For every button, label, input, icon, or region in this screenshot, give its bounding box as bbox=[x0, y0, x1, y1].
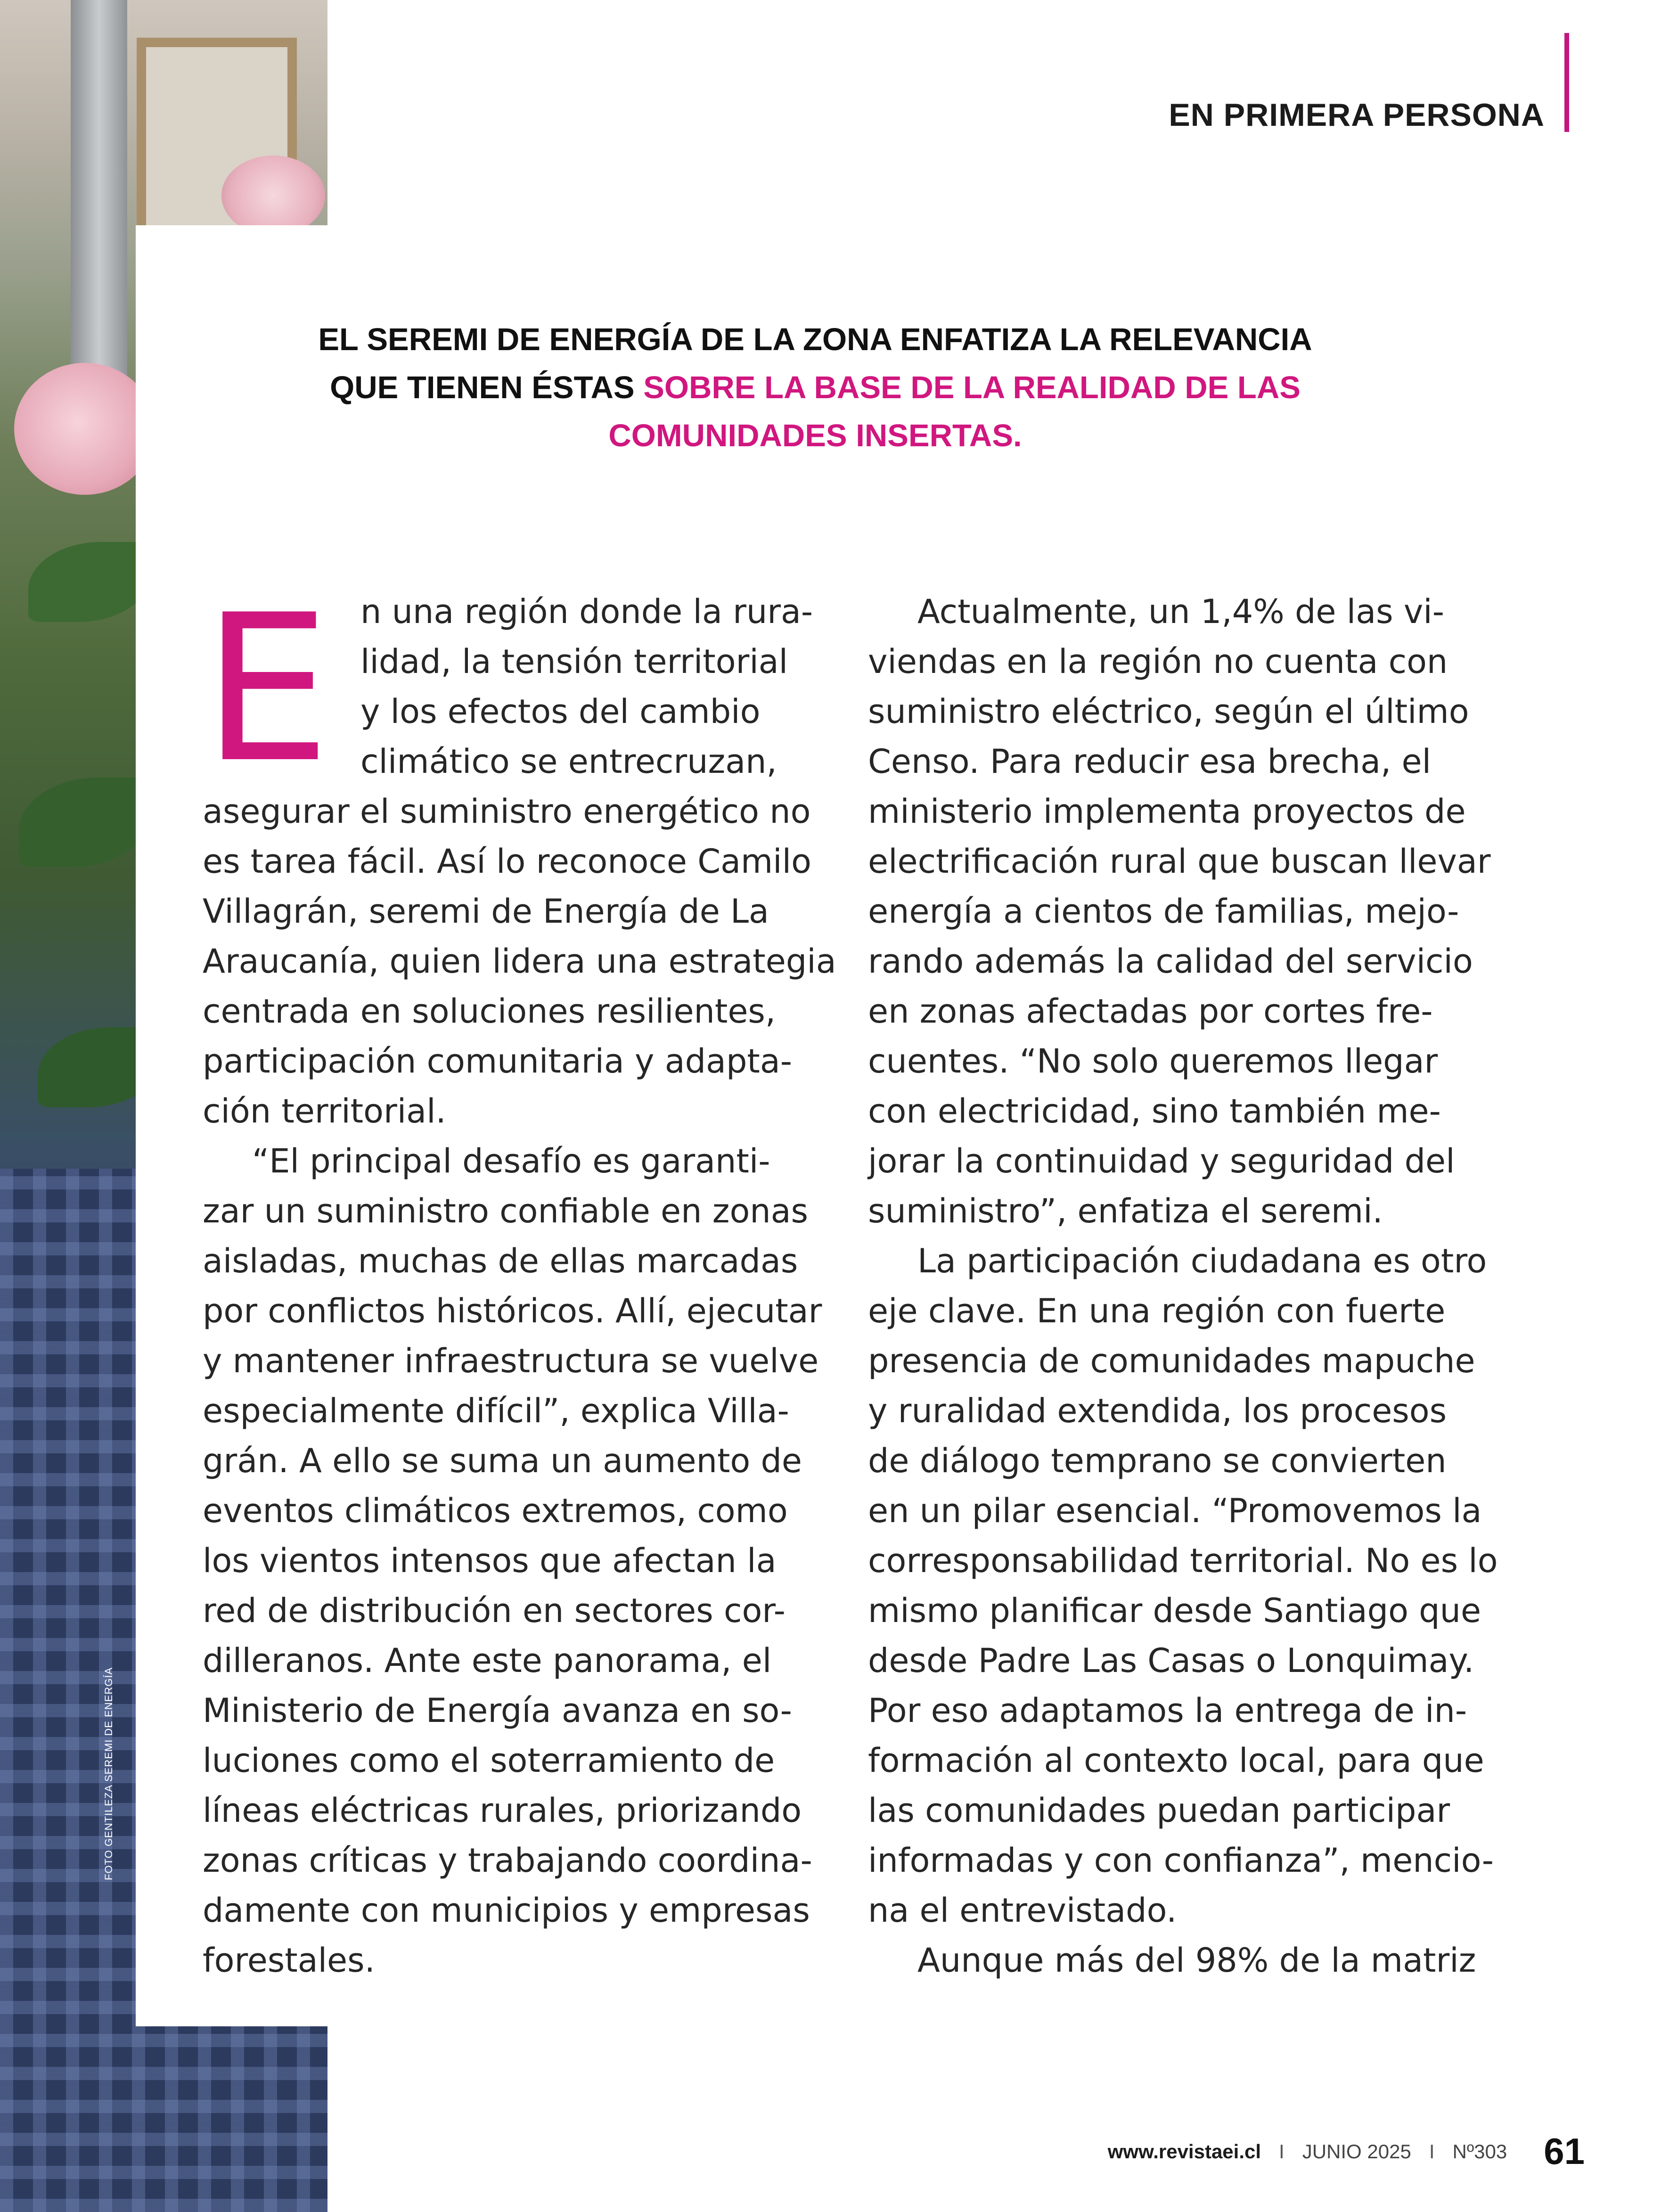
text-line: es tarea fácil. Así lo reconoce Camilo bbox=[203, 842, 811, 881]
text-line: Ministerio de Energía avanza en so- bbox=[203, 1691, 792, 1730]
text-line: “El principal desafío es garanti- bbox=[252, 1142, 770, 1180]
text-line: Aunque más del 98% de la matriz bbox=[917, 1941, 1476, 1980]
text-line: red de distribución en sectores cor- bbox=[203, 1591, 786, 1630]
page-footer bbox=[1108, 2130, 1585, 2173]
text-line: na el entrevistado. bbox=[868, 1891, 1177, 1930]
paragraph bbox=[203, 1136, 836, 1985]
text-line: ción territorial. bbox=[203, 1092, 446, 1131]
text-line: formación al contexto local, para que bbox=[868, 1741, 1484, 1780]
photo-pole bbox=[71, 0, 127, 424]
text-line: ministerio implementa proyectos de bbox=[868, 792, 1466, 831]
paragraph bbox=[868, 1236, 1498, 1935]
text-line: Por eso adaptamos la entrega de in- bbox=[868, 1691, 1467, 1730]
issue-number: Nº303 bbox=[1452, 2140, 1507, 2163]
deck-highlight: COMUNIDADES INSERTAS. bbox=[608, 418, 1022, 453]
deck-line bbox=[273, 364, 1357, 412]
text-line: Araucanía, quien lidera una estrategia bbox=[203, 942, 836, 981]
text-line: n una región donde la rura- bbox=[360, 592, 813, 631]
footer-separator: I bbox=[1279, 2140, 1285, 2163]
website-link[interactable]: www.revistaei.cl bbox=[1107, 2140, 1261, 2163]
photo-leaf bbox=[19, 778, 151, 867]
paragraph bbox=[868, 1935, 1498, 1985]
text-line: climático se entrecruzan, bbox=[360, 742, 777, 781]
footer-separator: I bbox=[1429, 2140, 1435, 2163]
text-line: Censo. Para reducir esa brecha, el bbox=[868, 742, 1432, 781]
page-number: 61 bbox=[1544, 2130, 1585, 2172]
text-line: los vientos intensos que afectan la bbox=[203, 1541, 777, 1580]
text-line: asegurar el suministro energético no bbox=[203, 792, 811, 831]
text-line: eventos climáticos extremos, como bbox=[203, 1491, 788, 1530]
text-line: líneas eléctricas rurales, priorizando bbox=[203, 1791, 802, 1830]
text-line: suministro eléctrico, según el último bbox=[868, 692, 1469, 731]
text-line: participación comunitaria y adapta- bbox=[203, 1042, 792, 1081]
article-column-2 bbox=[868, 587, 1498, 1985]
text-line: de diálogo temprano se convierten bbox=[868, 1442, 1447, 1480]
text-line: suministro”, enfatiza el seremi. bbox=[868, 1192, 1383, 1230]
text-line: aisladas, muchas de ellas marcadas bbox=[203, 1242, 798, 1280]
text-line: informadas y con confianza”, mencio- bbox=[868, 1841, 1494, 1880]
text-line: presencia de comunidades mapuche bbox=[868, 1342, 1475, 1380]
article-column-1 bbox=[203, 572, 836, 1985]
text-line: las comunidades puedan participar bbox=[868, 1791, 1450, 1830]
photo-rose bbox=[221, 156, 325, 236]
text-line: Villagrán, seremi de Energía de La bbox=[203, 892, 769, 931]
text-line: especialmente difícil”, explica Villa- bbox=[203, 1392, 789, 1430]
section-title: EN PRIMERA PERSONA bbox=[1169, 97, 1545, 133]
text-line: desde Padre Las Casas o Lonquimay. bbox=[868, 1641, 1474, 1680]
photo-credit: FOTO GENTILEZA SEREMI DE ENERGÍA bbox=[103, 1667, 115, 1880]
text-line: Actualmente, un 1,4% de las vi- bbox=[917, 592, 1444, 631]
text-line: rando además la calidad del servicio bbox=[868, 942, 1473, 981]
text-line: zar un suministro confiable en zonas bbox=[203, 1192, 809, 1230]
text-line: eje clave. En una región con fuerte bbox=[868, 1292, 1446, 1330]
text-line: en zonas afectadas por cortes fre- bbox=[868, 992, 1433, 1031]
text-line: por conflictos históricos. Allí, ejecutar bbox=[203, 1292, 822, 1330]
section-marker bbox=[1564, 33, 1569, 132]
text-line: energía a cientos de familias, mejo- bbox=[868, 892, 1459, 931]
text-line: y mantener infraestructura se vuelve bbox=[203, 1342, 819, 1380]
text-line: luciones como el soterramiento de bbox=[203, 1741, 775, 1780]
text-line: damente con municipios y empresas bbox=[203, 1891, 810, 1930]
deck-highlight: SOBRE LA BASE DE LA REALIDAD DE LAS bbox=[643, 370, 1301, 405]
text-line: dilleranos. Ante este panorama, el bbox=[203, 1641, 772, 1680]
photo-rose bbox=[14, 363, 155, 495]
text-line: corresponsabilidad territorial. No es lo bbox=[868, 1541, 1498, 1580]
text-line: zonas críticas y trabajando coordina- bbox=[203, 1841, 812, 1880]
text-line: cuentes. “No solo queremos llegar bbox=[868, 1042, 1438, 1081]
deck-line: EL SEREMI DE ENERGÍA DE LA ZONA ENFATIZA LA RELEVANCIA bbox=[318, 322, 1312, 357]
paragraph bbox=[868, 587, 1498, 1236]
drop-cap: E bbox=[203, 572, 331, 807]
text-line: centrada en soluciones resilientes, bbox=[203, 992, 776, 1031]
deck-text: QUE TIENEN ÉSTAS bbox=[330, 370, 644, 405]
text-line: mismo planificar desde Santiago que bbox=[868, 1591, 1481, 1630]
text-line: forestales. bbox=[203, 1941, 375, 1980]
footer-area bbox=[327, 2026, 1653, 2212]
text-line: y ruralidad extendida, los procesos bbox=[868, 1392, 1447, 1430]
text-line: lidad, la tensión territorial bbox=[360, 642, 788, 681]
text-line: en un pilar esencial. “Promovemos la bbox=[868, 1491, 1482, 1530]
issue-date: JUNIO 2025 bbox=[1302, 2140, 1411, 2163]
text-line: con electricidad, sino también me- bbox=[868, 1092, 1441, 1131]
photo-leaf bbox=[28, 542, 151, 622]
text-line: electrificación rural que buscan llevar bbox=[868, 842, 1491, 881]
text-line: jorar la continuidad y seguridad del bbox=[868, 1142, 1455, 1180]
text-line: grán. A ello se suma un aumento de bbox=[203, 1442, 802, 1480]
text-line: viendas en la región no cuenta con bbox=[868, 642, 1448, 681]
text-line: y los efectos del cambio bbox=[360, 692, 761, 731]
paragraph bbox=[203, 786, 836, 1136]
article-deck bbox=[273, 316, 1357, 460]
text-line: La participación ciudadana es otro bbox=[917, 1242, 1487, 1280]
